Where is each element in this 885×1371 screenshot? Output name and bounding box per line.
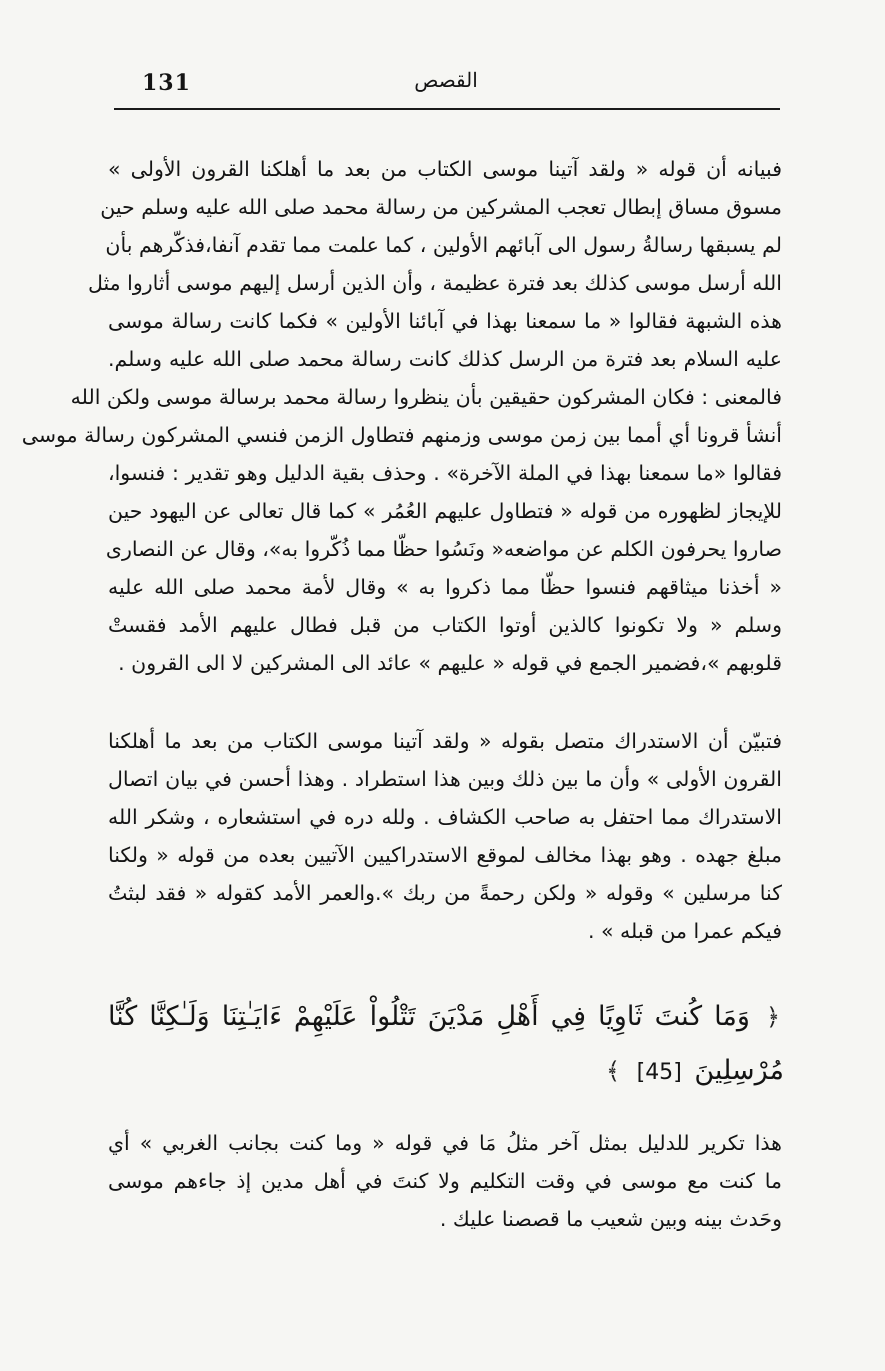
text-line: وحَدث بينه وبين شعيب ما قصصنا عليك . xyxy=(439,1207,782,1231)
text-line: لم يسبقها رسالةُ رسول الى آبائهم الأولين ، كما علمت مما تقدم آنفا،فذكّرهم بأن xyxy=(105,233,782,257)
text-line: للإيجاز لظهوره من قوله « فتطاول عليهم العُمُر » كما قال تعالى عن اليهود حين xyxy=(108,499,782,523)
verse-close-ornament: ﴾ xyxy=(605,1057,620,1085)
verse-open-ornament: ﴿ xyxy=(765,1003,780,1031)
verse-text-1: وَمَا كُنتَ ثَاوِيًا فِي أَهْلِ مَدْيَنَ تَتْلُواْ عَلَيْهِمْ ءَايَـٰتِنَا وَلَـٰكِنَّا كُنَّا xyxy=(108,1001,750,1032)
verse-text-2: مُرْسِلِينَ xyxy=(694,1055,784,1086)
text-line: فيكم عمرا من قبله » . xyxy=(587,919,782,943)
text-line: القرون الأولى » وأن ما بين ذلك وبين هذا استطراد . وهذا أحسن في بيان اتصال xyxy=(108,767,782,791)
text-line: قلوبهم »،فضمير الجمع في قوله « عليهم » عائد الى المشركين لا الى القرون . xyxy=(118,651,782,675)
paragraph-2 xyxy=(108,722,782,950)
text-line: « أخذنا ميثاقهم فنسوا حظّا مما ذكروا به » وقال لأمة محمد صلى الله عليه xyxy=(108,575,782,599)
text-line: الاستدراك مما احتفل به صاحب الكشاف . ولله دره في استشعاره ، وشكر الله xyxy=(108,805,782,829)
verse-line-1 xyxy=(108,990,784,1044)
text-line: وسلم « ولا تكونوا كالذين أوتوا الكتاب من قبل فطال عليهم الأمد فقستْ xyxy=(108,613,782,637)
page-number: 131 xyxy=(142,70,191,96)
text-line: كنا مرسلين » وقوله « ولكن رحمةً من ربك ».والعمر الأمد كقوله « فقد لبثتُ xyxy=(108,881,782,905)
paragraph-3 xyxy=(108,1124,782,1238)
running-title: القصص xyxy=(414,68,478,92)
text-line: ما كنت مع موسى في وقت التكليم ولا كنتَ في أهل مدين إذ جاءهم موسى xyxy=(108,1169,782,1193)
verse-line-2 xyxy=(108,1044,784,1098)
text-line: فالمعنى : فكان المشركون حقيقين بأن ينظروا رسالة محمد برسالة موسى ولكن الله xyxy=(70,385,782,409)
quran-verse xyxy=(108,990,784,1098)
text-line: هذه الشبهة فقالوا « ما سمعنا بهذا في آبائنا الأولين » فكما كانت رسالة موسى xyxy=(108,309,782,333)
verse-number: [45] xyxy=(636,1060,682,1085)
text-line: هذا تكرير للدليل بمثل آخر مثلُ مَا في قوله « وما كنت بجانب الغربي » أي xyxy=(108,1131,782,1155)
header-rule xyxy=(114,108,780,110)
text-line: مسوق مساق إبطال تعجب المشركين من رسالة محمد صلى الله عليه وسلم حين xyxy=(100,195,782,219)
text-line: أنشأ قرونا أي أمما بين زمن موسى وزمنهم فتطاول الزمن فنسي المشركون رسالة موسى xyxy=(21,423,782,447)
text-line: عليه السلام بعد فترة من الرسل كذلك كانت رسالة محمد صلى الله عليه وسلم. xyxy=(108,347,782,371)
text-line: فبيانه أن قوله « ولقد آتينا موسى الكتاب من بعد ما أهلكنا القرون الأولى » xyxy=(108,157,782,181)
text-line: الله أرسل موسى كذلك بعد فترة عظيمة ، وأن الذين أرسل إليهم موسى أثاروا مثل xyxy=(87,271,782,295)
text-line: فتبيّن أن الاستدراك متصل بقوله « ولقد آتينا موسى الكتاب من بعد ما أهلكنا xyxy=(108,729,782,753)
page-header xyxy=(114,68,778,106)
paragraph-1 xyxy=(21,150,782,682)
text-line: فقالوا «ما سمعنا بهذا في الملة الآخرة» . وحذف بقية الدليل وهو تقدير : فنسوا، xyxy=(108,461,782,485)
text-line: مبلغ جهده . وهو بهذا مخالف لموقع الاستدراكيين الآتيين بعده من قوله « ولكنا xyxy=(108,843,782,867)
text-line: صاروا يحرفون الكلم عن مواضعه« ونَسُوا حظّا مما ذُكّروا به»، وقال عن النصارى xyxy=(105,537,782,561)
